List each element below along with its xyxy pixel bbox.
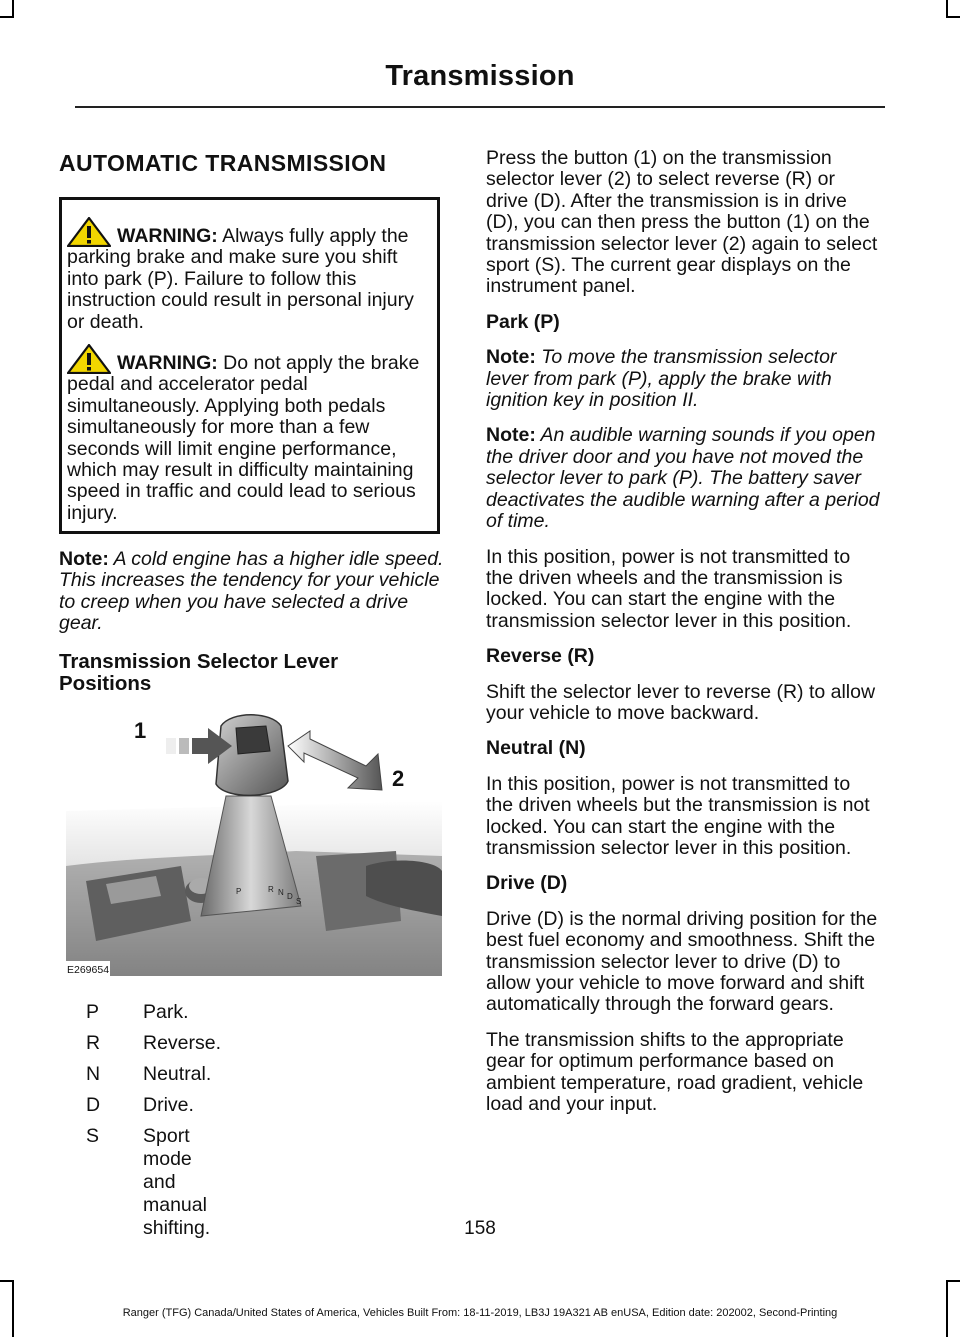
crop-mark <box>0 16 14 18</box>
selector-lever-figure <box>66 706 442 976</box>
callout-1: 1 <box>134 718 147 743</box>
lever-letter-n: N <box>278 888 284 897</box>
position-key: D <box>86 1094 101 1116</box>
note-label: Note: <box>486 346 536 369</box>
header-rule <box>75 106 885 108</box>
drive-heading: Drive (D) <box>486 872 568 895</box>
position-key: N <box>86 1063 101 1085</box>
position-desc: Reverse. <box>143 1032 222 1054</box>
page-header-title: Transmission <box>385 60 575 92</box>
note-text: To move the transmission selector lever from park (P), apply the brake with ignition key in position II. <box>486 346 837 412</box>
warning-label: WARNING: <box>117 225 218 247</box>
page-number: 158 <box>464 1218 496 1239</box>
position-key: S <box>86 1125 100 1147</box>
lever-letter-p: P <box>236 887 242 896</box>
note-text: A cold engine has a higher idle speed. This increases the tendency for your vehicle to creep when you have selected a drive gear. <box>59 548 444 635</box>
park-heading: Park (P) <box>486 310 560 333</box>
right-column <box>486 148 880 1129</box>
reverse-paragraph: Shift the selector lever to reverse (R) to allow your vehicle to move backward. <box>486 680 876 724</box>
drive-paragraph-2: The transmission shifts to the appropriate gear for optimum performance based on ambient temperature, road gradient, vehicle load and your input. <box>486 1028 864 1116</box>
park-note-1 <box>486 347 880 411</box>
note-label: Note: <box>59 548 109 570</box>
warning-2 <box>67 344 433 524</box>
position-desc: Sport mode and manual shifting. <box>143 1125 211 1239</box>
selector-lever-illustration <box>66 706 442 976</box>
callout-2: 2 <box>392 766 405 791</box>
warning-text: Do not apply the brake pedal and accelerator pedal simultaneously. Applying both pedals simultaneously for more than a few seconds will limit engine performance, which may result in difficulty maintaining speed in traffic and could lead to serious injury. <box>67 352 420 524</box>
position-desc: Drive. <box>143 1094 194 1116</box>
position-desc: Neutral. <box>143 1063 212 1085</box>
warning-box <box>59 197 440 534</box>
park-note-2 <box>486 425 880 532</box>
footer-text: Ranger (TFG) Canada/United States of America, Vehicles Built From: 18-11-2019, LB3J 19A321 AB enUSA, Edition date: 202002, Second-Printing <box>122 1307 838 1319</box>
neutral-paragraph: In this position, power is not transmitted to the driven wheels but the transmission is not locked. You can start the engine with the transmission selector lever in this position. <box>486 772 870 859</box>
warning-1 <box>67 217 433 333</box>
selector-positions-heading: Transmission Selector Lever Positions <box>59 650 339 695</box>
crop-mark <box>946 16 960 18</box>
warning-triangle-icon <box>67 217 111 247</box>
figure-code: E269654 <box>67 964 110 976</box>
cold-engine-note <box>59 549 447 635</box>
lever-letter-r: R <box>268 885 274 894</box>
position-desc: Park. <box>143 1001 189 1023</box>
note-label: Note: <box>486 424 536 447</box>
warning-label: WARNING: <box>117 352 218 375</box>
reverse-heading: Reverse (R) <box>486 645 595 668</box>
warning-text: Always fully apply the parking brake and make sure you shift into park (P). Failure to follow this instruction could result in personal injury or death. <box>67 225 414 333</box>
note-text: An audible warning sounds if you open the driver door and you have not moved the selector lever to park (P). The battery saver deactivates the audible warning after a period of time. <box>486 424 880 533</box>
lever-letter-d: D <box>287 892 293 901</box>
intro-paragraph: Press the button (1) on the transmission selector lever (2) to select reverse (R) or drive (D). After the transmission is in drive (D), you can then press the button (1) on the transmission selector lever (2) again to select sport (S). The current gear displays on the instrument panel. <box>486 147 878 298</box>
warning-triangle-icon <box>67 344 111 374</box>
position-key: P <box>86 1001 100 1023</box>
neutral-heading: Neutral (N) <box>486 737 586 760</box>
crop-mark <box>946 1280 960 1282</box>
section-heading: AUTOMATIC TRANSMISSION <box>59 150 387 176</box>
drive-paragraph-1: Drive (D) is the normal driving position for the best fuel economy and smoothness. Shift the transmission selector lever to drive (D) to allow your vehicle to move forward and shift automatically through the forward gears. <box>486 907 878 1016</box>
position-key: R <box>86 1032 101 1054</box>
lever-letter-s: S <box>296 897 302 906</box>
crop-mark <box>0 1280 14 1282</box>
park-paragraph: In this position, power is not transmitted to the driven wheels and the transmission is locked. You can start the engine with the transmission selector lever in this position. <box>486 545 852 632</box>
